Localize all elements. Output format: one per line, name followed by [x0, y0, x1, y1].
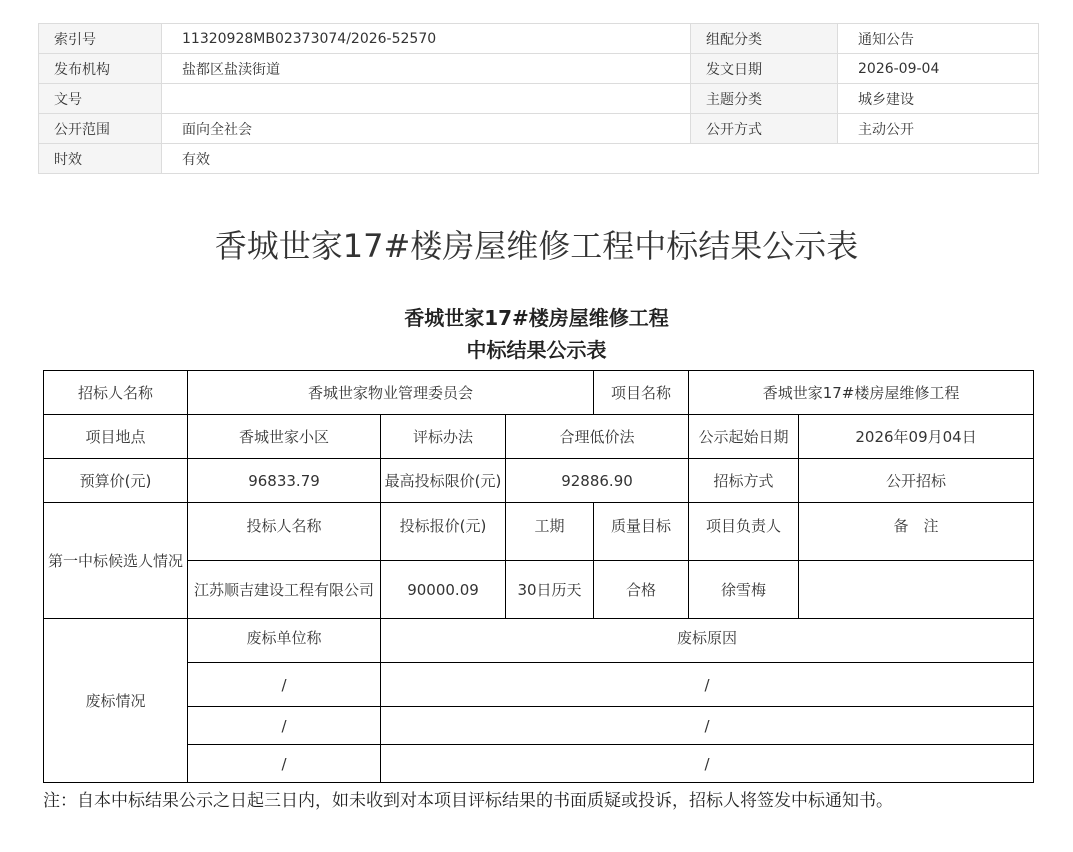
scope-value: 面向全社会 [162, 114, 691, 144]
index-label: 索引号 [39, 24, 162, 54]
budget-value: 96833.79 [188, 459, 381, 503]
method-label: 评标办法 [381, 415, 506, 459]
table-row [44, 415, 1034, 459]
location-value: 香城世家小区 [188, 415, 381, 459]
index-value: 11320928MB02373074/2026-52570 [162, 24, 691, 54]
invalid-unit: / [188, 707, 381, 745]
candidate-label: 第一中标候选人情况 [44, 503, 188, 619]
validity-value: 有效 [162, 144, 1039, 174]
max-price-value: 92886.90 [506, 459, 689, 503]
metadata-row [39, 114, 1039, 144]
tenderer-value: 香城世家物业管理委员会 [188, 371, 594, 415]
header-quality: 质量目标 [594, 503, 689, 561]
table-row [44, 459, 1034, 503]
invalid-reason: / [381, 745, 1034, 783]
bid-mode-label: 招标方式 [689, 459, 799, 503]
project-value: 香城世家17#楼房屋维修工程 [689, 371, 1034, 415]
candidate-manager: 徐雪梅 [689, 561, 799, 619]
date-value: 2026-09-04 [838, 54, 1039, 84]
table-row [44, 561, 1034, 619]
invalid-unit: / [188, 663, 381, 707]
max-price-label: 最高投标限价(元) [381, 459, 506, 503]
header-duration: 工期 [506, 503, 594, 561]
invalid-unit: / [188, 745, 381, 783]
docno-label: 文号 [39, 84, 162, 114]
invalid-label: 废标情况 [44, 619, 188, 783]
date-label: 发文日期 [691, 54, 838, 84]
project-label: 项目名称 [594, 371, 689, 415]
invalid-reason: / [381, 663, 1034, 707]
table-title-line2: 中标结果公示表 [466, 338, 607, 362]
table-row [44, 745, 1034, 783]
header-bidder-name: 投标人名称 [188, 503, 381, 561]
metadata-row [39, 84, 1039, 114]
table-row [44, 619, 1034, 663]
candidate-price: 90000.09 [381, 561, 506, 619]
tenderer-label: 招标人名称 [44, 371, 188, 415]
mode-label: 公开方式 [691, 114, 838, 144]
table-row [44, 503, 1034, 561]
table-title-line1: 香城世家17#楼房屋维修工程 [404, 306, 669, 330]
topic-label: 主题分类 [691, 84, 838, 114]
mode-value: 主动公开 [838, 114, 1039, 144]
publisher-label: 发布机构 [39, 54, 162, 84]
docno-value [162, 84, 691, 114]
header-remarks: 备 注 [799, 503, 1034, 561]
topic-value: 城乡建设 [838, 84, 1039, 114]
table-row [44, 663, 1034, 707]
method-value: 合理低价法 [506, 415, 689, 459]
table-row [44, 707, 1034, 745]
header-manager: 项目负责人 [689, 503, 799, 561]
bid-result-table [43, 370, 1034, 783]
header-bid-price: 投标报价(元) [381, 503, 506, 561]
page-title: 香城世家17#楼房屋维修工程中标结果公示表 [214, 227, 859, 265]
bid-mode-value: 公开招标 [799, 459, 1034, 503]
candidate-quality: 合格 [594, 561, 689, 619]
category-label: 组配分类 [691, 24, 838, 54]
invalid-reason: / [381, 707, 1034, 745]
category-value: 通知公告 [838, 24, 1039, 54]
candidate-duration: 30日历天 [506, 561, 594, 619]
metadata-table [38, 23, 1039, 174]
candidate-name: 江苏顺吉建设工程有限公司 [188, 561, 381, 619]
table-row [44, 371, 1034, 415]
footnote: 注：自本中标结果公示之日起三日内，如未收到对本项目评标结果的书面质疑或投诉，招标人将签发中标通知书。 [43, 791, 893, 811]
publisher-value: 盐都区盐渎街道 [162, 54, 691, 84]
header-invalid-reason: 废标原因 [381, 619, 1034, 663]
start-date-label: 公示起始日期 [689, 415, 799, 459]
metadata-row [39, 144, 1039, 174]
budget-label: 预算价(元) [44, 459, 188, 503]
metadata-row [39, 54, 1039, 84]
location-label: 项目地点 [44, 415, 188, 459]
candidate-remarks [799, 561, 1034, 619]
metadata-row [39, 24, 1039, 54]
start-date-value: 2026年09月04日 [799, 415, 1034, 459]
validity-label: 时效 [39, 144, 162, 174]
scope-label: 公开范围 [39, 114, 162, 144]
header-invalid-unit: 废标单位称 [188, 619, 381, 663]
